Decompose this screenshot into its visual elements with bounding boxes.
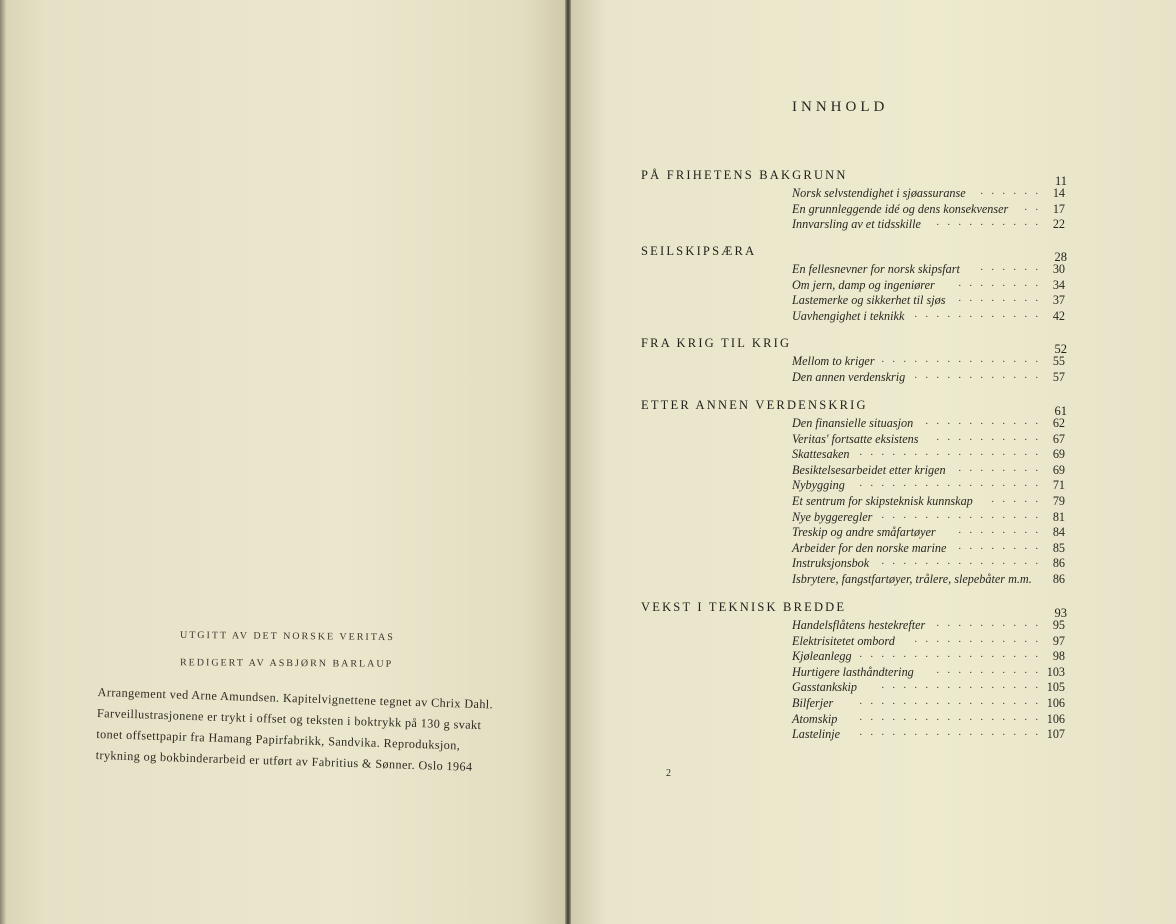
toc-entry-page: 98 (1052, 649, 1065, 664)
editor-credit: REDIGERT AV ASBJØRN BARLAUP (179, 657, 394, 670)
toc-entry-title: En grunnleggende idé og dens konsekvenser (792, 201, 1009, 216)
toc-leader-dots: . . . . . . . . . . . . . . . . . (859, 447, 1041, 459)
toc-entry-title: Lastemerke og sikkerhet til sjøs (792, 293, 946, 308)
toc-entry-title: En fellesnevner for norsk skipsfart (792, 262, 960, 276)
toc-section-page: 11 (1054, 174, 1067, 188)
toc-leader-dots: . . . . . (991, 494, 1041, 505)
toc-title: INNHOLD (792, 99, 889, 115)
toc-entry (792, 665, 1067, 681)
toc-entry-page: 67 (1052, 431, 1065, 446)
toc-entry-title: Den finansielle situasjon (792, 416, 914, 430)
toc-entry-page: 34 (1052, 277, 1065, 292)
toc-entry (792, 634, 1067, 650)
toc-section-page: 28 (1054, 250, 1067, 264)
toc-leader-dots: . . . . . . . . . . . . . . . . . (859, 727, 1041, 739)
toc-leader-dots: . . . . . . . . . . . . . . . (881, 680, 1041, 692)
toc-entry (792, 202, 1067, 218)
colophon-line: trykning og bokbinderarbeid er utført av Fabritius & Sønner. Oslo 1964 (95, 747, 473, 774)
publisher-credit: UTGITT AV DET NORSKE VERITAS (179, 629, 395, 644)
toc-entry-title: Bilferjer (792, 696, 834, 710)
toc-section-page: 61 (1054, 404, 1067, 418)
toc-entry-title: Uavhengighet i teknikk (792, 308, 905, 323)
toc-leader-dots: . . . . . . . . (958, 540, 1041, 552)
toc-entry-page: 81 (1052, 509, 1065, 524)
toc-entry (792, 572, 1067, 588)
credits-block (0, 0, 567, 924)
toc-entry-title: Innvarsling av et tidsskille (792, 217, 921, 232)
toc-leader-dots: . . . . . . . . (958, 525, 1041, 537)
toc-entry-title: Veritas' fortsatte eksistens (792, 431, 919, 446)
toc-leader-dots: . . . . . . . . . . . . . . . (881, 556, 1041, 568)
toc-leader-dots: . . . . . . . . . . . . . . . (881, 354, 1041, 365)
toc-entry (792, 370, 1067, 386)
toc-entry-page: 106 (1046, 711, 1065, 726)
toc-entry-page: 22 (1052, 217, 1065, 232)
toc-entry-page: 37 (1052, 293, 1065, 308)
toc-entry (792, 727, 1067, 743)
toc-entry-page: 62 (1052, 416, 1065, 430)
toc-entry (792, 262, 1067, 278)
toc-leader-dots: . . . . . . . . . . (936, 431, 1041, 443)
toc-leader-dots: . . . . . . . . . . (936, 664, 1041, 676)
toc-entry (792, 293, 1067, 309)
toc-entry-title: Elektrisitetet ombord (792, 633, 895, 648)
toc-entry-title: Handelsflåtens hestekrefter (792, 618, 926, 632)
toc-section-heading: ETTER ANNEN VERDENSKRIG (641, 398, 868, 412)
toc-entry-title: Treskip og andre småfartøyer (792, 525, 936, 540)
toc-entry (792, 186, 1067, 202)
toc-entry (792, 494, 1067, 510)
toc-leader-dots: . . . . . . . . . . . . . . . . . (859, 696, 1041, 707)
toc-entry (792, 541, 1067, 557)
toc-section-heading: SEILSKIPSÆRA (641, 244, 757, 258)
toc-entry-page: 85 (1052, 540, 1065, 555)
colophon-line: Farveillustrasjonene er trykt i offset og teksten i boktrykk på 130 g svakt (96, 705, 482, 733)
toc-leader-dots: . . . . . . . . (958, 293, 1041, 305)
toc-entry-page: 30 (1052, 262, 1065, 276)
toc-leader-dots: . . . . . . . . . . . . . . . (881, 509, 1041, 521)
toc-section-heading: VEKST I TEKNISK BREDDE (641, 600, 847, 614)
toc-entry-page: 71 (1052, 478, 1065, 493)
toc-entry (792, 712, 1067, 728)
toc-leader-dots: . . . . . . . . . . . . (914, 369, 1041, 381)
colophon (95, 682, 507, 779)
toc-entry-page: 57 (1052, 369, 1065, 384)
toc-entry (792, 680, 1067, 696)
toc-entry-title: Nye byggeregler (792, 509, 873, 524)
toc-entry (792, 416, 1067, 432)
toc-entry-title: Instruksjonsbok (792, 556, 870, 571)
toc-entry (792, 556, 1067, 572)
toc-entry (792, 447, 1067, 463)
toc-entry-page: 79 (1052, 494, 1065, 508)
toc-entry (792, 649, 1067, 665)
toc-leader-dots: . . . . . . . . . . . . (914, 308, 1041, 320)
toc-entry-page: 106 (1046, 696, 1065, 710)
toc-entry (792, 278, 1067, 294)
toc-entry (792, 618, 1067, 634)
toc-entry-title: Om jern, damp og ingeniører (792, 277, 935, 292)
toc-section-heading: FRA KRIG TIL KRIG (641, 336, 792, 350)
toc-entry-page: 107 (1046, 727, 1065, 742)
toc-leader-dots: . . . . . . . . (958, 462, 1041, 474)
toc-leader-dots: . . . . . . (980, 186, 1041, 197)
toc-entry-title: Kjøleanlegg (792, 649, 852, 664)
toc-leader-dots: . . . . . . . . (958, 277, 1041, 289)
toc-entry-title: Mellom to kriger (792, 354, 875, 368)
toc-entry (792, 309, 1067, 325)
colophon-line: tonet offsettpapir fra Hamang Papirfabrikk, Sandvika. Reproduksjon, (96, 726, 461, 753)
toc-leader-dots: . . . . . . . . . . . . . . . . . (859, 711, 1041, 723)
toc-entry (792, 696, 1067, 712)
toc-entry-title: Gasstankskip (792, 680, 857, 695)
toc-entry-page: 86 (1052, 572, 1065, 586)
colophon-line: Arrangement ved Arne Amundsen. Kapitelvignettene tegnet av Chrix Dahl. (97, 684, 494, 712)
toc-leader-dots: . . . . . . . . . . . (925, 416, 1041, 427)
toc-entry-page: 84 (1052, 525, 1065, 540)
toc-entry-page: 42 (1052, 308, 1065, 323)
toc-entry-title: Lastelinje (792, 727, 841, 742)
toc-entry-title: Et sentrum for skipsteknisk kunnskap (792, 494, 973, 508)
toc-entry-title: Nybygging (792, 478, 845, 493)
toc-entry-page: 95 (1052, 618, 1065, 632)
toc-leader-dots: . . . . . . (980, 262, 1041, 273)
toc-entry-page: 86 (1052, 556, 1065, 571)
toc-entry-title: Den annen verdenskrig (792, 369, 906, 384)
toc-entry (792, 463, 1067, 479)
toc-entry-title: Norsk selvstendighet i sjøassuranse (792, 186, 966, 200)
toc-entry-page: 55 (1052, 354, 1065, 368)
left-page (0, 0, 567, 924)
toc-entry-title: Isbrytere, fangstfartøyer, trålere, slepebåter m.m. (792, 572, 1032, 586)
toc-leader-dots: . . . . . . . . . . (936, 217, 1041, 229)
toc-entry-page: 97 (1052, 633, 1065, 648)
toc-entry (792, 354, 1067, 370)
toc-entry (792, 217, 1067, 233)
toc-entry (792, 432, 1067, 448)
toc-leader-dots: . . . . . . . . . . . . (914, 633, 1041, 645)
toc-section-page: 93 (1054, 606, 1067, 620)
toc-entry (792, 510, 1067, 526)
toc-leader-dots: . . (1024, 201, 1041, 213)
toc-entry-title: Hurtigere lasthåndtering (792, 664, 914, 679)
toc-entry-page: 14 (1052, 186, 1065, 200)
toc-entry (792, 525, 1067, 541)
toc-entry-page: 105 (1046, 680, 1065, 695)
toc-entry-title: Atomskip (792, 711, 838, 726)
toc-section-page: 52 (1054, 342, 1067, 356)
toc-entry-page: 69 (1052, 462, 1065, 477)
toc-entry-title: Skattesaken (792, 447, 850, 462)
toc-entry-page: 69 (1052, 447, 1065, 462)
toc-entry-title: Arbeider for den norske marine (792, 540, 947, 555)
page-number: 2 (666, 768, 671, 779)
toc-leader-dots: . . . . . . . . . . . . . . . . . (859, 649, 1041, 661)
toc-section-heading: PÅ FRIHETENS BAKGRUNN (641, 168, 848, 182)
toc-entry-page: 103 (1046, 664, 1065, 679)
toc-entry (792, 478, 1067, 494)
toc-entry-title: Besiktelsesarbeidet etter krigen (792, 462, 946, 477)
toc-leader-dots: . . . . . . . . . . . . . . . . . (859, 478, 1041, 490)
toc-entry-page: 17 (1052, 201, 1065, 216)
toc-leader-dots: . . . . . . . . . . (936, 618, 1041, 629)
